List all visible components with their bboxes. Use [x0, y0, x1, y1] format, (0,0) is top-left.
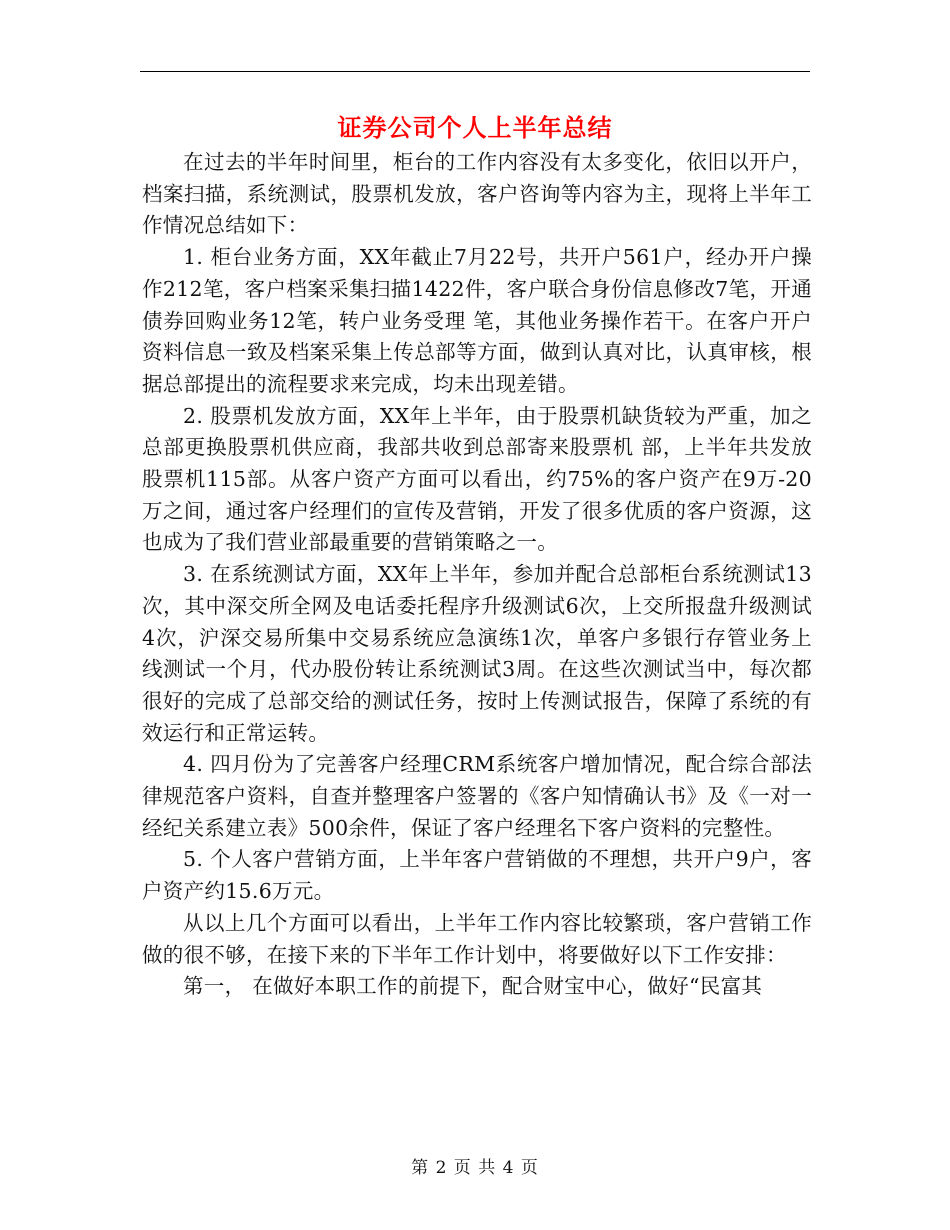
marketing-paragraph: 5. 个人客户营销方面，上半年客户营销做的不理想，共开户9户，客户资产约15.6万元。 — [142, 847, 812, 904]
stock-device-paragraph: 2. 股票机发放方面，XX年上半年，由于股票机缺货较为严重，加之总部更换股票机供应商，我部共收到总部寄来股票机 部，上半年共发放股票机115部。从客户资产方面可以看出，约75%的客户资产在9万-20万之间，通过客户经理们的宣传及营销，开发了很多优质的客户资源，这也成为了我们营业部最重要的营销策略之一。 — [142, 403, 812, 555]
counter-business-paragraph: 1. 柜台业务方面，XX年截止7月22号，共开户561户，经办开户操作212笔，客户档案采集扫描1422件，客户联合身份信息修改7笔，开通债券回购业务12笔，转户业务受理 笔，其他业务操作若干。在客户开户资料信息一致及档案采集上传总部等方面，做到认真对比，认真审核，根据总部提出的流程要求来完成，均未出现差错。 — [142, 245, 812, 396]
crm-paragraph: 4. 四月份为了完善客户经理CRM系统客户增加情况，配合综合部法律规范客户资料，自查并整理客户签署的《客户知情确认书》及《一对一经纪关系建立表》500余件，保证了客户经理名下客户资料的完整性。 — [142, 752, 812, 840]
summary-paragraph: 从以上几个方面可以看出，上半年工作内容比较繁琐，客户营销工作做的很不够，在接下来的下半年工作计划中，将要做好以下工作安排： — [142, 910, 812, 967]
page-number: 第 2 页 共 4 页 — [411, 1158, 539, 1178]
system-test-paragraph: 3. 在系统测试方面，XX年上半年，参加并配合总部柜台系统测试13次，其中深交所全网及电话委托程序升级测试6次，上交所报盘升级测试4次，沪深交易所集中交易系统应急演练1次，单客户多银行存管业务上线测试一个月，代办股份转让系统测试3周。在这些次测试当中，每次都很好的完成了总部交给的测试任务，按时上传测试报告，保障了系统的有效运行和正常运转。 — [142, 562, 812, 745]
intro-paragraph: 在过去的半年时间里，柜台的工作内容没有太多变化，依旧以开户，档案扫描，系统测试，股票机发放，客户咨询等内容为主，现将上半年工作情况总结如下： — [142, 150, 812, 238]
header-rule — [140, 71, 810, 72]
plan-first-paragraph: 第一， 在做好本职工作的前提下，配合财宝中心，做好“民富其 — [183, 974, 763, 999]
document-title: 证券公司个人上半年总结 — [337, 114, 613, 142]
document-body — [142, 147, 812, 1003]
